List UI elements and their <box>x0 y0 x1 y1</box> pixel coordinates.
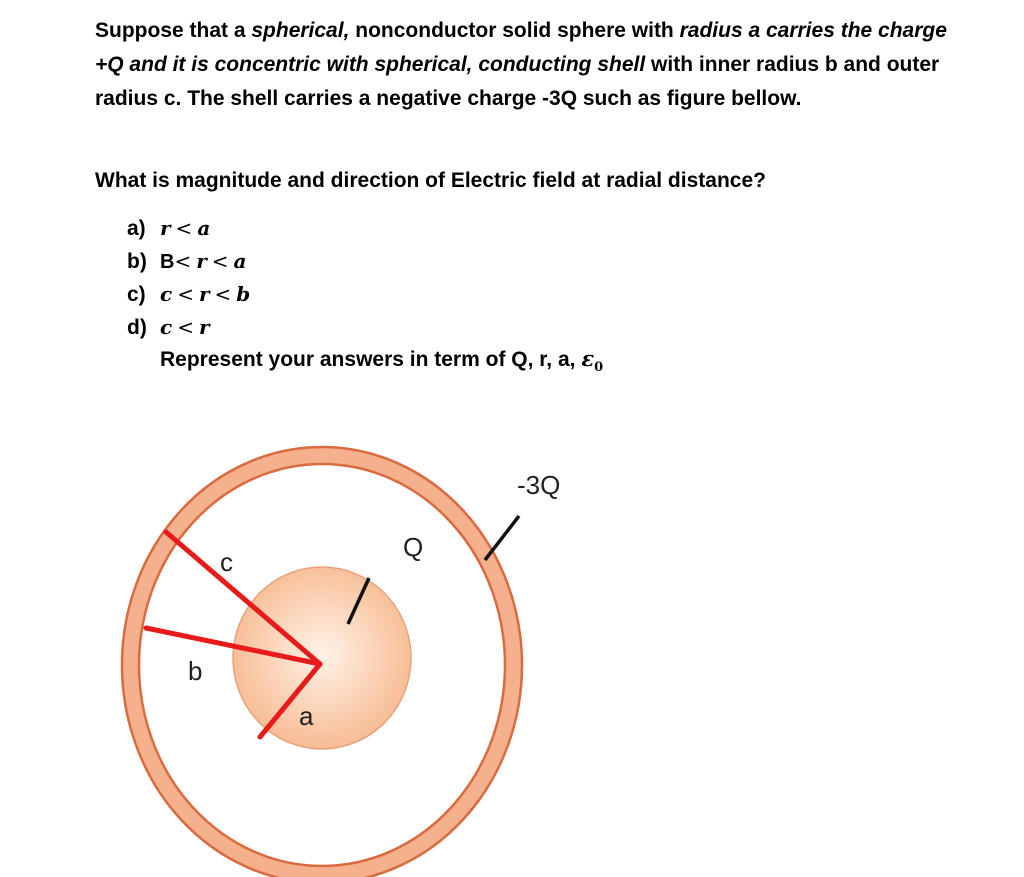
math-op: < <box>177 315 194 339</box>
math-var: a <box>197 216 211 240</box>
problem-text-1: Suppose that a <box>95 19 252 42</box>
problem-text-3: nonconductor solid sphere with <box>349 19 680 42</box>
math-var: c <box>160 315 173 339</box>
math-var: a <box>233 248 247 273</box>
epsilon-subscript: 0 <box>594 360 604 376</box>
math-op: < <box>175 216 193 240</box>
math-var: b <box>236 282 251 306</box>
problem-text-4: radius a carries the charge +Q and it is concentric with spherical, conducting shell <box>95 19 947 76</box>
math-var: c <box>160 282 173 306</box>
radius-c-label: c <box>220 547 233 577</box>
math-var: r <box>198 315 210 339</box>
option-letter: c) <box>127 283 146 306</box>
math-op: < <box>177 282 194 306</box>
radius-a-label: a <box>299 701 314 731</box>
question-text: What is magnitude and direction of Electric field at radial distance? <box>95 169 766 192</box>
math-plain: B <box>160 250 175 273</box>
math-var: r <box>196 248 207 273</box>
radius-b-label: b <box>188 656 203 686</box>
epsilon-char: ε <box>581 346 595 371</box>
shell-pointer-line <box>485 516 519 560</box>
instructions-text: Represent your answers in term of Q, r, a, <box>160 348 582 371</box>
math-op: < <box>174 248 192 273</box>
option-letter: a) <box>127 217 146 240</box>
problem-text-5: with inner radius b and outer radius c. The shell carries a negative charge -3Q such as figure bellow. <box>95 53 940 110</box>
sphere-charge-label: Q <box>403 532 424 562</box>
option-letter: b) <box>127 250 147 273</box>
problem-text-2: spherical, <box>251 19 350 42</box>
math-op: < <box>211 248 229 273</box>
math-op: < <box>214 282 232 306</box>
math-var: r <box>198 282 210 306</box>
math-var: r <box>160 216 171 240</box>
option-letter: d) <box>127 316 147 339</box>
nonconducting-sphere <box>233 567 411 749</box>
shell-charge-label: -3Q <box>517 470 561 500</box>
